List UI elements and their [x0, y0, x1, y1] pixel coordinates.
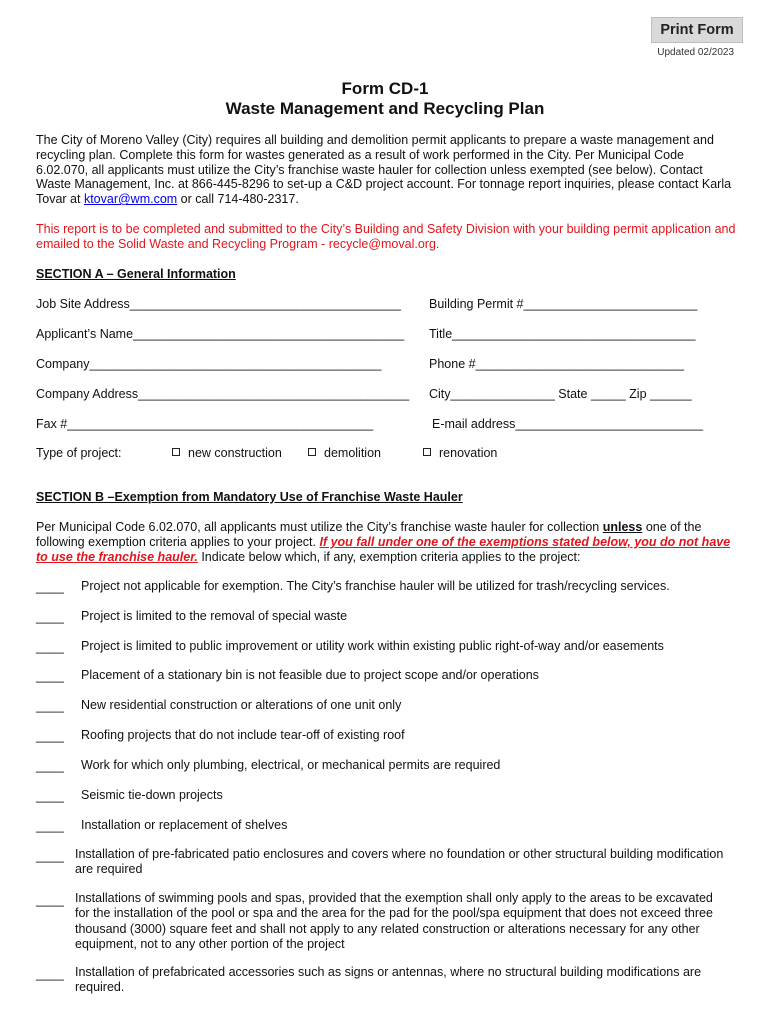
exemption-blank[interactable]: ____ [36, 729, 64, 743]
exemption-blank[interactable]: ____ [36, 789, 64, 803]
option-label: demolition [324, 446, 381, 460]
exemption-item: Seismic tie-down projects [81, 788, 223, 802]
applicant-name-field[interactable]: Applicant’s Name_______________________________________ [36, 327, 405, 341]
updated-date: Updated 02/2023 [657, 47, 734, 58]
intro-paragraph [36, 133, 736, 207]
exemption-blank[interactable]: ____ [36, 849, 64, 863]
exemption-item: Project is limited to the removal of special waste [81, 609, 348, 623]
option-new-construction[interactable] [172, 446, 282, 460]
phone-field[interactable]: Phone #______________________________ [429, 357, 685, 371]
intro-text: one of the following exemption criteria applies to your project. [36, 520, 702, 549]
exemption-item: Placement of a stationary bin is not feasible due to project scope and/or operations [81, 668, 539, 682]
submission-notice: This report is to be completed and submitted to the City’s Building and Safety Division with your building permit application and emailed to the Solid Waste and Recycling Program - recycle@moval.org. [36, 222, 736, 251]
exemption-item: Installations of swimming pools and spas, provided that the exemption shall only apply to the areas to be excavated for the installation of the pool or spa and the area for the pad for the pool/spa equipment that does not exceed three thousand (3000) square feet and shall not apply to any related construction or alterations necessary for any other equipment, not to any other portion of the project [75, 891, 713, 952]
option-label: new construction [188, 446, 282, 460]
option-demolition[interactable] [308, 446, 381, 460]
email-link[interactable]: ktovar@wm.com [83, 192, 178, 207]
project-type-label: Type of project: [36, 446, 122, 460]
exemption-item: New residential construction or alterations of one unit only [81, 698, 402, 712]
building-permit-field[interactable]: Building Permit #_________________________ [429, 297, 698, 311]
exemption-blank[interactable]: ____ [36, 819, 64, 833]
option-renovation[interactable] [423, 446, 497, 460]
title-field[interactable]: Title___________________________________ [429, 327, 696, 341]
section-a-heading: SECTION A – General Information [36, 267, 236, 281]
email-field[interactable]: E-mail address___________________________ [432, 417, 704, 431]
checkbox-icon[interactable] [172, 448, 180, 456]
fax-field[interactable]: Fax #____________________________________________ [36, 417, 374, 431]
exemption-blank[interactable]: ____ [36, 610, 64, 624]
exemption-item: Installation or replacement of shelves [81, 818, 288, 832]
exemption-item: Project is limited to public improvement or utility work within existing public right-of-way and/or easements [81, 639, 664, 653]
intro-text: The City of Moreno Valley (City) requires all building and demolition permit applicants to prepare a waste management and recycling plan. Complete this form for wastes generated as a result of work performed in the City. Per Municipal Code 6.02.070, all applicants must utilize the City’s franchise waste hauler for collection unless exempted (see below). Contact Waste Management, Inc. at 866-445-8296 to set-up a C&D project account. For tonnage report inquiries, please contact Karla Tovar at [36, 133, 732, 207]
exemption-item: Project not applicable for exemption. The City’s franchise hauler will be utilized for trash/recycling services. [81, 579, 670, 593]
form-title: Form CD-1 [341, 79, 429, 98]
exemption-blank[interactable]: ____ [36, 893, 64, 907]
unless-emphasis: unless [602, 520, 643, 534]
section-b-heading: SECTION B –Exemption from Mandatory Use of Franchise Waste Hauler [36, 490, 463, 504]
exemption-blank[interactable]: ____ [36, 669, 64, 683]
city-state-zip-field[interactable]: City_______________ State _____ Zip ______ [429, 387, 692, 401]
checkbox-icon[interactable] [423, 448, 431, 456]
exemption-item: Installation of pre-fabricated patio enclosures and covers where no foundation or other structural building modification are required [75, 847, 724, 877]
exemption-item: Work for which only plumbing, electrical, or mechanical permits are required [81, 758, 501, 772]
option-label: renovation [439, 446, 498, 460]
job-site-address-field[interactable]: Job Site Address_______________________________________ [36, 297, 401, 311]
print-form-button[interactable]: Print Form [651, 17, 743, 43]
checkbox-icon[interactable] [308, 448, 316, 456]
exemption-item: Roofing projects that do not include tear-off of existing roof [81, 728, 405, 742]
intro-text: Indicate below which, if any, exemption criteria applies to the project: [197, 549, 581, 564]
exemption-blank[interactable]: ____ [36, 640, 64, 654]
intro-text: Per Municipal Code 6.02.070, all applicants must utilize the City’s franchise waste hauler for collection [36, 520, 603, 534]
exemption-blank[interactable]: ____ [36, 580, 64, 594]
exemption-blank[interactable]: ____ [36, 699, 64, 713]
section-b-intro [36, 520, 736, 564]
exemption-blank[interactable]: ____ [36, 967, 64, 981]
company-field[interactable]: Company__________________________________________ [36, 357, 382, 371]
form-subtitle: Waste Management and Recycling Plan [225, 99, 545, 118]
company-address-field[interactable]: Company Address_______________________________________ [36, 387, 410, 401]
exemption-notice: If you fall under one of the exemptions stated below, you do not have to use the franchise hauler. [36, 534, 731, 564]
intro-text-end: or call 714-480-2317. [177, 192, 299, 207]
exemption-blank[interactable]: ____ [36, 759, 64, 773]
exemption-item: Installation of prefabricated accessories such as signs or antennas, where no structural building modifications are required. [75, 965, 702, 995]
